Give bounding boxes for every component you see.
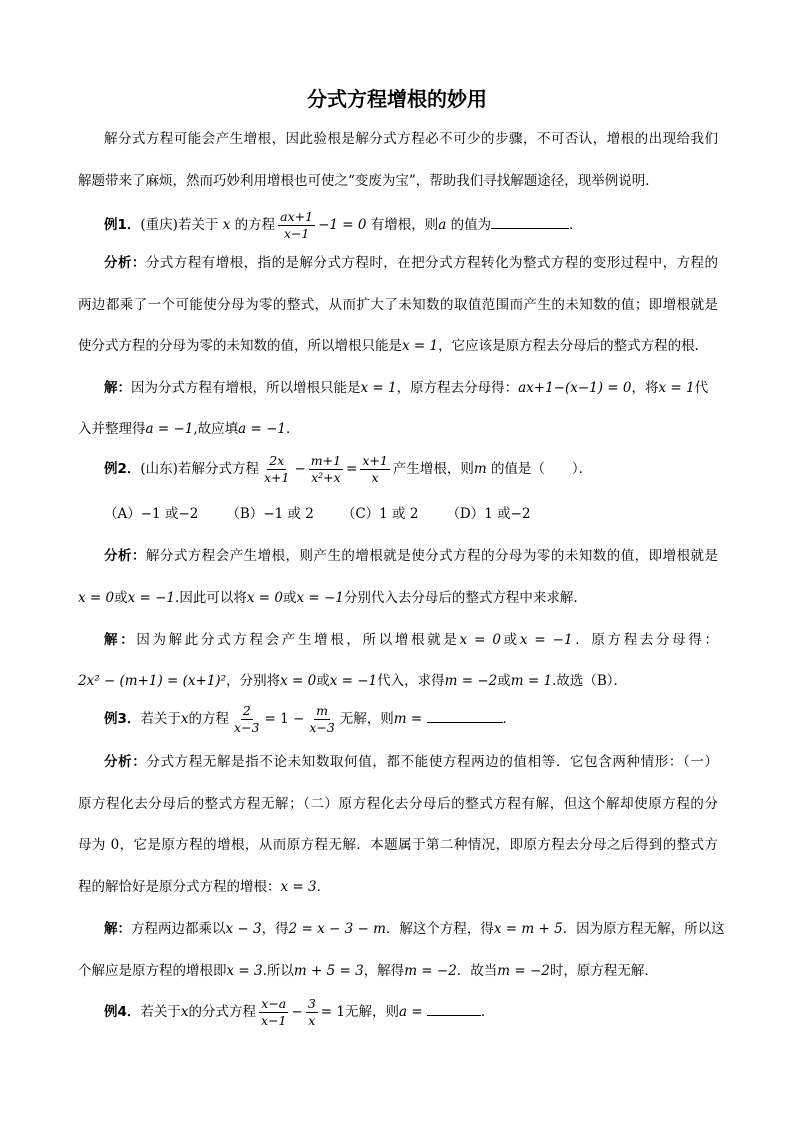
text: 的分式方程 xyxy=(188,1004,257,1020)
ex3-analysis-line-1 xyxy=(104,751,718,773)
text: ． xyxy=(480,1004,495,1020)
math-op: = xyxy=(346,461,358,477)
math-expr: x = 1 xyxy=(658,380,695,396)
text: 的方程 xyxy=(234,217,276,233)
text: 或 xyxy=(497,673,511,689)
analysis-label: 分析： xyxy=(104,255,146,271)
example-label: 例1． xyxy=(104,217,141,233)
text: ． xyxy=(285,421,300,437)
math-expr: x = 3 xyxy=(280,879,317,895)
ex3-solution-line-1 xyxy=(104,918,725,940)
text: 若关于 xyxy=(140,711,181,727)
text: 或 xyxy=(282,590,297,606)
example-1 xyxy=(104,207,718,243)
math-expr: m = −2 xyxy=(444,673,498,689)
fraction xyxy=(232,704,261,735)
text: 产生增根，则 xyxy=(392,461,474,477)
fraction xyxy=(360,454,389,485)
text: .因此可以将 xyxy=(175,590,247,606)
math-expr: x = −1 xyxy=(127,590,176,606)
math-op: = 1 − xyxy=(264,711,305,727)
option-b[interactable]: （B）−1 或 2 xyxy=(226,506,314,522)
ex2-solution-line-2 xyxy=(78,670,718,692)
fraction xyxy=(306,997,318,1028)
math-expr: m = −2 xyxy=(404,963,457,979)
math-expr: x = 3 xyxy=(226,963,263,979)
text: ，原方程去分母得： xyxy=(396,380,519,396)
math-expr: x = 0 xyxy=(246,590,283,606)
ex1-analysis-line-3 xyxy=(78,335,718,357)
ex3-analysis-line-2: 原方程化去分母后的整式方程无解；（二）原方程化去分母后的整式方程有解，但这个解却使原方程的分 xyxy=(78,796,718,812)
denominator: x+1 xyxy=(263,470,290,485)
math-expr: x − 3 xyxy=(225,921,262,937)
text: .所以 xyxy=(262,963,294,979)
math-expr: x = −1 xyxy=(329,673,378,689)
text: 若关于 xyxy=(140,1004,181,1020)
math-expr: x = 0 xyxy=(280,673,317,689)
numerator: ax+1 xyxy=(280,209,314,224)
text: 程的解恰好是原分式方程的增根： xyxy=(78,879,281,895)
math-var: x xyxy=(180,1004,189,1020)
text: 的方程 xyxy=(188,711,230,727)
numerator: 2x xyxy=(269,453,285,468)
math-expr: −1 = 0 xyxy=(318,217,367,233)
math-expr: x = −1 xyxy=(519,632,573,648)
ex1-solution-line-1 xyxy=(104,377,718,399)
text: 个解应是原方程的增根即 xyxy=(78,963,227,979)
text: ．原方程去分母得： xyxy=(572,632,718,648)
example-label: 例4． xyxy=(104,1004,141,1020)
answer-blank[interactable] xyxy=(427,1001,481,1016)
text: 无解，则 xyxy=(339,711,394,727)
text: ． xyxy=(569,217,583,233)
math-op: − xyxy=(291,1004,303,1020)
math-expr: m + 5 = 3 xyxy=(293,963,364,979)
analysis-label: 分析： xyxy=(104,754,147,770)
example-label: 例2． xyxy=(104,461,141,477)
numerator: x+1 xyxy=(362,453,388,468)
text: 的值为 xyxy=(450,217,492,233)
document-title: 分式方程增根的妙用 xyxy=(307,87,487,111)
fraction xyxy=(307,704,336,735)
text: 若解分式方程 xyxy=(177,461,259,477)
text: 或 xyxy=(316,673,330,689)
math-expr: 2x² − (m+1) = (x+1)² xyxy=(78,673,227,689)
math-expr: a = −1 xyxy=(145,421,194,437)
math-expr: 2 = x − 3 − m xyxy=(288,921,386,937)
text: 解分式方程会产生增根，则产生的增根就是使分式方程的分母为零的未知数的值，即增根就是 xyxy=(145,548,719,564)
example-2 xyxy=(104,451,718,487)
fraction xyxy=(262,454,291,485)
text: ．故当 xyxy=(456,963,498,979)
math-expr: a = −1 xyxy=(238,421,286,437)
ex2-options xyxy=(104,503,718,525)
text: 或 xyxy=(114,590,128,606)
text: 入并整理得 xyxy=(78,421,146,437)
analysis-label: 分析： xyxy=(104,548,146,564)
math-expr: m = −2 xyxy=(497,963,550,979)
math-expr: x = 0 xyxy=(78,590,115,606)
text: ． xyxy=(316,879,331,895)
math-op: − xyxy=(294,461,306,477)
example-3 xyxy=(104,701,718,737)
numerator: x−a xyxy=(261,996,287,1011)
ex3-solution-line-2 xyxy=(78,960,718,982)
text: ，得 xyxy=(261,921,289,937)
example-source: (山东) xyxy=(140,461,178,477)
ex2-analysis-line-1 xyxy=(104,545,718,567)
math-var: a xyxy=(438,217,447,233)
text: ,故应填 xyxy=(193,421,239,437)
denominator: x−1 xyxy=(283,226,310,241)
answer-blank[interactable] xyxy=(427,708,503,723)
text: 分别代入去分母后的整式方程中来求解. xyxy=(343,590,578,606)
ex2-analysis-line-2 xyxy=(78,587,718,609)
denominator: x−3 xyxy=(234,720,260,735)
text: 若关于 xyxy=(177,217,219,233)
math-expr: m = 1 xyxy=(510,673,553,689)
example-label: 例3． xyxy=(104,711,141,727)
math-expr: x = 1 xyxy=(402,338,439,354)
fraction xyxy=(278,210,315,241)
fraction xyxy=(259,997,288,1028)
denominator: x²+x xyxy=(311,470,341,485)
text: 使分式方程的分母为零的未知数的值，所以增根只能是 xyxy=(78,338,402,354)
text: 无解，则 xyxy=(344,1004,399,1020)
ex1-analysis-line-2: 两边都乘了一个可能使分母为零的整式，从而扩大了未知数的取值范围而产生的未知数的值；即增根就是 xyxy=(78,297,718,313)
text: ．解这个方程，得 xyxy=(385,921,494,937)
denominator: x−1 xyxy=(261,1013,287,1028)
math-expr: x = 0 xyxy=(459,632,501,648)
math-var: x xyxy=(222,217,231,233)
option-a[interactable]: （A）−1 或−2 xyxy=(104,506,199,522)
solution-label: 解： xyxy=(104,632,137,648)
text: ．因为原方程无解，所以这 xyxy=(562,921,725,937)
option-c[interactable]: （C）1 或 2 xyxy=(341,506,419,522)
option-d[interactable]: （D）1 或−2 xyxy=(446,506,531,522)
intro-line-1: 解分式方程可能会产生增根，因此验根是解分式方程必不可少的步骤，不可否认，增根的出现给我们 xyxy=(104,131,718,147)
text: ． xyxy=(502,711,516,727)
solution-label: 解： xyxy=(104,380,131,396)
fraction xyxy=(309,454,343,485)
math-expr: x = 1 xyxy=(360,380,397,396)
example-source: (重庆) xyxy=(140,217,178,233)
solution-label: 解： xyxy=(104,921,131,937)
text: 的值是（ ）． xyxy=(490,461,593,477)
ex2-solution-line-1 xyxy=(104,629,718,651)
text: 分式方程无解是指不论未知数取何值，都不能使方程两边的值相等．它包含两种情形：（一） xyxy=(146,754,719,770)
text: 代入，求得 xyxy=(377,673,445,689)
denominator: x xyxy=(308,1013,316,1028)
math-var: x xyxy=(180,711,189,727)
text: ，解得 xyxy=(363,963,405,979)
math-var: m = xyxy=(393,711,423,727)
math-var: a = xyxy=(398,1004,423,1020)
text: 因为解此分式方程会产生增根，所以增根就是 xyxy=(136,632,460,648)
math-expr: x = −1 xyxy=(296,590,344,606)
ex1-analysis-line-1 xyxy=(104,252,718,274)
text: 方程两边都乘以 xyxy=(131,921,226,937)
text: ，将 xyxy=(631,380,659,396)
denominator: x−3 xyxy=(309,720,335,735)
numerator: 2 xyxy=(242,703,251,718)
text: 因为分式方程有增根，所以增根只能是 xyxy=(131,380,361,396)
text: ，它应该是原方程去分母后的整式方程的根. xyxy=(438,338,699,354)
intro-line-2: 解题带来了麻烦，然而巧妙利用增根也可使之“变废为宝”，帮助我们寻找解题途径，现举例说明． xyxy=(78,173,659,189)
text: 分式方程有增根，指的是解分式方程时，在把分式方程转化为整式方程的变形过程中，方程的 xyxy=(145,255,719,271)
answer-blank[interactable] xyxy=(491,214,569,229)
math-expr: ax+1−(x−1) = 0 xyxy=(518,380,632,396)
numerator: 3 xyxy=(307,996,316,1011)
ex3-analysis-line-3: 母为 0，它是原方程的增根，从而原方程无解．本题属于第二种情况，即原方程去分母之后得到的整式方 xyxy=(78,837,718,853)
example-4 xyxy=(104,994,718,1030)
numerator: m xyxy=(316,703,328,718)
ex1-solution-line-2 xyxy=(78,418,718,440)
text: 时，原方程无解． xyxy=(549,963,658,979)
text: ，分别将 xyxy=(226,673,281,689)
numerator: m+1 xyxy=(310,453,342,468)
text: 有增根，则 xyxy=(370,217,439,233)
ex3-analysis-line-4 xyxy=(78,876,718,898)
text: .故选（B）． xyxy=(552,673,628,689)
math-op: = 1 xyxy=(320,1004,345,1020)
math-expr: x = m + 5 xyxy=(493,921,563,937)
math-var: m xyxy=(473,461,487,477)
denominator: x xyxy=(371,470,379,485)
text: 代 xyxy=(694,380,709,396)
text: 或 xyxy=(500,632,520,648)
